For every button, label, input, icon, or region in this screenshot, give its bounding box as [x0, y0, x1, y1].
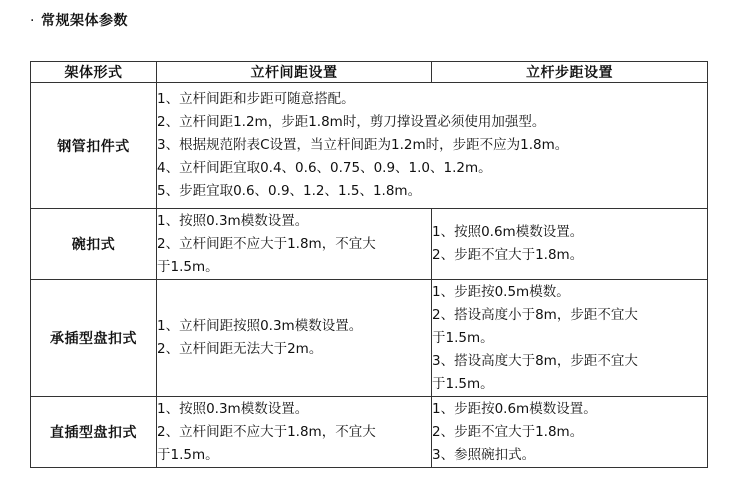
scaffold-type-cell: 碗扣式: [31, 209, 157, 280]
list-item: 2、步距不宜大于1.8m。: [432, 423, 584, 440]
list-item: 于1.5m。: [432, 329, 494, 346]
pole-spacing-cell: [157, 397, 432, 468]
table-row: [31, 397, 708, 468]
list-item: 1、按照0.6m模数设置。: [432, 224, 584, 240]
table-row: [31, 280, 708, 397]
list-item: 1、步距按0.5m模数。: [432, 283, 570, 300]
pole-spacing-cell: [157, 209, 432, 280]
header-scaffold-type: 架体形式: [31, 62, 157, 83]
header-pole-spacing: 立杆间距设置: [157, 62, 432, 83]
scaffold-type-cell: 钢管扣件式: [31, 83, 157, 209]
scaffold-type-cell: 直插型盘扣式: [31, 397, 157, 468]
section-title: 常规架体参数: [40, 13, 128, 29]
table-header-row: [31, 62, 708, 83]
scaffold-parameter-table: [30, 61, 708, 468]
list-item: 4、立杆间距宜取0.4、0.6、0.75、0.9、1.0、1.2m。: [157, 160, 492, 176]
list-item: 2、步距不宜大于1.8m。: [432, 247, 584, 263]
list-item: 1、步距按0.6m模数设置。: [432, 400, 597, 417]
list-item: 2、立杆间距不应大于1.8m，不宜大: [157, 423, 376, 440]
pole-spacing-cell: [157, 280, 432, 397]
list-item: 1、立杆间距按照0.3m模数设置。: [157, 318, 363, 334]
section-heading: [30, 10, 128, 30]
list-item: 2、立杆间距1.2m，步距1.8m时，剪刀撑设置必须使用加强型。: [157, 114, 546, 130]
scaffold-type-cell: 承插型盘扣式: [31, 280, 157, 397]
bullet-dot: ·: [30, 13, 35, 29]
header-step-distance: 立杆步距设置: [432, 62, 708, 83]
table-row: [31, 83, 708, 209]
list-item: 3、根据规范附表C设置，当立杆间距为1.2m时，步距不应为1.8m。: [157, 137, 569, 153]
list-item: 1、立杆间距和步距可随意搭配。: [157, 91, 355, 107]
step-distance-cell: [432, 280, 708, 397]
list-item: 2、立杆间距不应大于1.8m，不宜大: [157, 235, 376, 252]
list-item: 2、搭设高度小于8m，步距不宜大: [432, 306, 638, 323]
table-row: [31, 209, 708, 280]
list-item: 于1.5m。: [157, 446, 219, 463]
spacing-and-step-cell: [157, 83, 708, 209]
list-item: 3、参照碗扣式。: [432, 446, 536, 463]
step-distance-cell: [432, 397, 708, 468]
list-item: 3、搭设高度大于8m，步距不宜大: [432, 352, 638, 369]
step-distance-cell: [432, 209, 708, 280]
list-item: 于1.5m。: [157, 258, 219, 275]
list-item: 1、按照0.3m模数设置。: [157, 400, 309, 417]
list-item: 于1.5m。: [432, 375, 494, 392]
list-item: 5、步距宜取0.6、0.9、1.2、1.5、1.8m。: [157, 183, 422, 199]
list-item: 2、立杆间距无法大于2m。: [157, 341, 323, 357]
list-item: 1、按照0.3m模数设置。: [157, 212, 309, 229]
